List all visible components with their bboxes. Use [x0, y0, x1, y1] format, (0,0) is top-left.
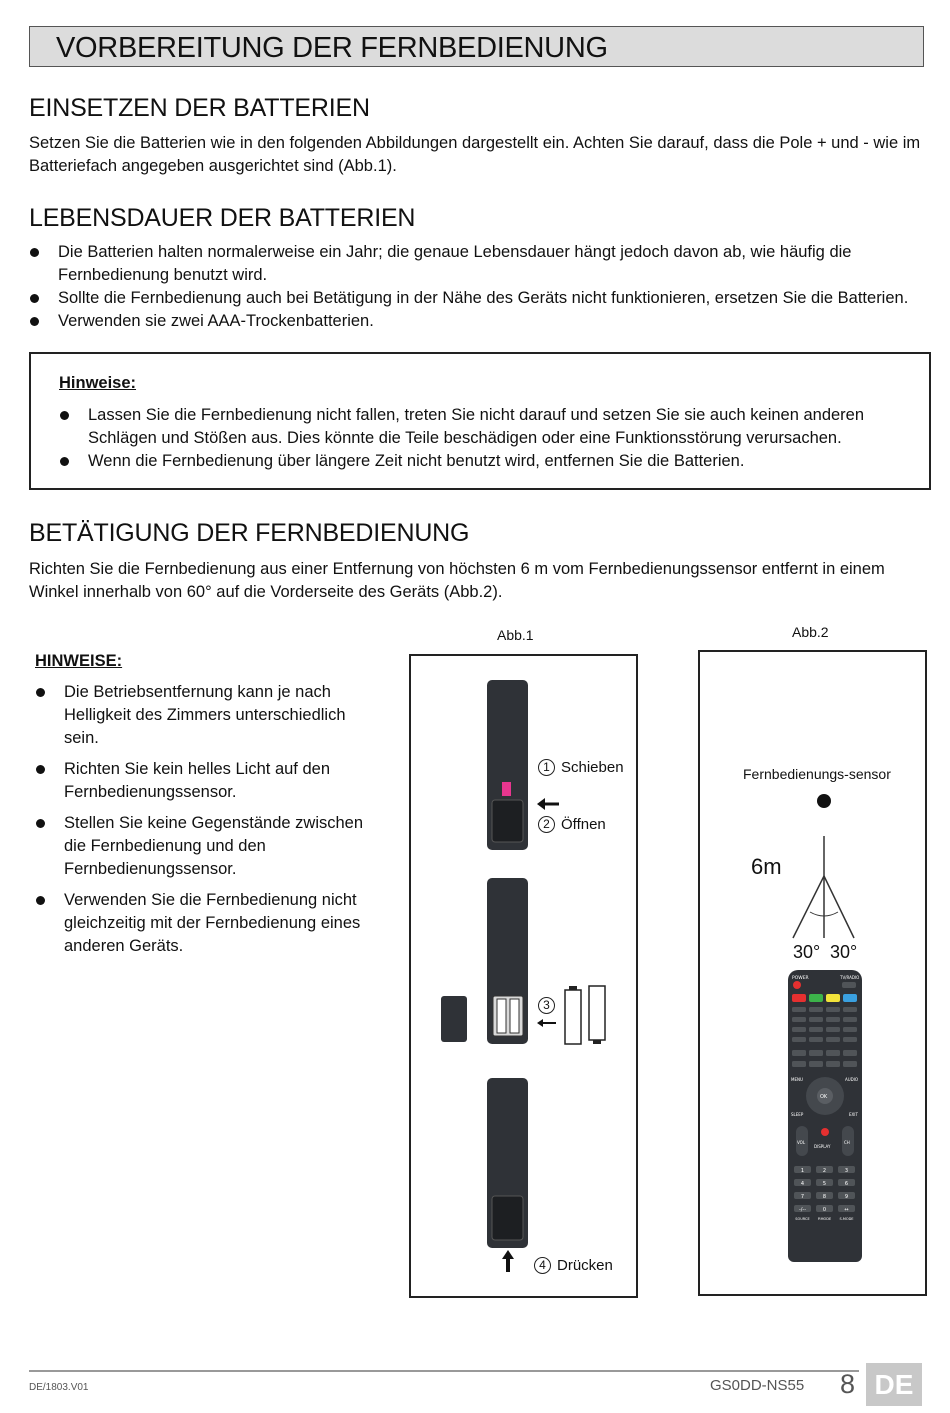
audio-label: AUDIO [845, 1077, 859, 1082]
key[interactable] [809, 1017, 823, 1022]
exit-label: EXIT [849, 1112, 858, 1117]
key[interactable] [809, 1027, 823, 1032]
page-number: 8 [840, 1369, 856, 1399]
angle-left-label: 30° [793, 942, 821, 962]
fig1-box [409, 654, 638, 1298]
key-label: 1 [800, 1168, 805, 1174]
operation-text: Richten Sie die Fernbedienung aus einer Entfernung von höchsten 6 m vom Fernbedienungssensor entfernt in einem Winkel innerhalb von 60° auf die Vorderseite des Geräts (Abb.2). [29, 560, 885, 601]
key[interactable] [826, 1061, 840, 1067]
ok-label: OK [820, 1094, 828, 1100]
notes-title: Hinweise: [59, 374, 137, 392]
angle-line-right [824, 876, 854, 938]
vol-label: VOL [797, 1140, 806, 1145]
list-item: Verwenden sie zwei AAA-Trockenbatterien. [29, 310, 929, 333]
mute-button[interactable] [821, 1128, 829, 1136]
key-label: 7 [800, 1194, 805, 1200]
battery-terminal-2 [593, 1040, 601, 1044]
key[interactable] [809, 1050, 823, 1056]
key[interactable] [826, 1017, 840, 1022]
list-item: Richten Sie kein helles Licht auf den Fernbedienungssensor. [35, 758, 365, 804]
battery-life-list [29, 241, 929, 333]
green-key[interactable] [809, 994, 823, 1002]
key[interactable] [843, 1007, 857, 1012]
battery-icon-1 [565, 990, 581, 1044]
step-1: 1 Schieben [538, 759, 624, 776]
red-key[interactable] [792, 994, 806, 1002]
power-button[interactable] [793, 981, 801, 989]
list-item: Wenn die Fernbedienung über längere Zeit nicht benutzt wird, entfernen Sie die Batterien. [59, 450, 889, 473]
remote-front [788, 970, 862, 1262]
sensor-label: Fernbedienungs-sensor [743, 766, 891, 782]
sleep-label: SLEEP [791, 1112, 804, 1117]
step-3: 3 [538, 997, 561, 1014]
battery-icon-2 [589, 986, 605, 1040]
distance-label: 6m [751, 854, 782, 879]
key[interactable] [826, 1050, 840, 1056]
heading-insert-batteries: EINSETZEN DER BATTERIEN [29, 94, 370, 122]
key-label: 0 [822, 1207, 827, 1213]
step-4: 4 Drücken [534, 1257, 613, 1274]
key[interactable] [809, 1061, 823, 1067]
arrow-up-head [502, 1250, 514, 1259]
menu-label: MENU [791, 1077, 803, 1082]
power-label: POWER [792, 976, 809, 981]
heading-operation: BETÄTIGUNG DER FERNBEDIENUNG [29, 519, 470, 547]
list-item: Sollte die Fernbedienung auch bei Betätigung in der Nähe des Geräts nicht funktionieren, ersetzen Sie die Batterien. [29, 287, 929, 310]
hints-title: HINWEISE: [35, 652, 123, 670]
key[interactable] [792, 1050, 806, 1056]
key-label: 6 [844, 1181, 849, 1187]
heading-battery-life: LEBENSDAUER DER BATTERIEN [29, 204, 416, 232]
model-number: GS0DD-NS55 [710, 1377, 805, 1394]
removed-cover [441, 996, 467, 1042]
page-title: VORBEREITUNG DER FERNBEDIENUNG [56, 32, 608, 64]
ch-label: CH [844, 1140, 850, 1145]
key[interactable] [843, 1017, 857, 1022]
source-label: SOURCE [795, 1217, 810, 1221]
arrow-left-head [537, 798, 545, 810]
list-item: Lassen Sie die Fernbedienung nicht fallen, treten Sie nicht darauf und setzen Sie sie auch keinen anderen Schlägen und Stößen aus. Dies könnte die Teile beschädigen oder eine Funktionsstörung verursachen. [59, 404, 889, 450]
fig2-label: Abb.2 [792, 624, 829, 640]
battery-cover-1 [492, 800, 523, 842]
pink-latch [502, 782, 511, 796]
notes-list [59, 404, 889, 473]
list-item: Die Betriebsentfernung kann je nach Helligkeit des Zimmers unterschiedlich sein. [35, 681, 365, 750]
page-header [29, 26, 924, 67]
key[interactable] [843, 1061, 857, 1067]
key[interactable] [792, 1007, 806, 1012]
notes-box [29, 352, 931, 490]
angle-line-left [793, 876, 824, 938]
key-label: 8 [822, 1194, 827, 1200]
doc-code: DE/1803.V01 [29, 1382, 89, 1393]
pmode-label: P.MODE [817, 1217, 832, 1221]
key[interactable] [809, 1037, 823, 1042]
key-label: -/-- [798, 1207, 807, 1213]
insert-arrow-head [537, 1019, 543, 1027]
battery-cover-3 [492, 1196, 523, 1240]
list-item: Die Batterien halten normalerweise ein Jahr; die genaue Lebensdauer hängt jedoch davon ab, wie häufig die Fernbedienung benutzt wird. [29, 241, 929, 287]
yellow-key[interactable] [826, 994, 840, 1002]
sensor-dot [817, 794, 831, 808]
blue-key[interactable] [843, 994, 857, 1002]
insert-text: Setzen Sie die Batterien wie in den folgenden Abbildungen dargestellt ein. Achten Sie darauf, dass die Pole + und - wie im Batteriefach angegeben ausgerichtet sind (Abb.1). [29, 134, 921, 175]
remote-keys-svg [788, 970, 862, 1262]
key[interactable] [792, 1027, 806, 1032]
list-item: Stellen Sie keine Gegenstände zwischen die Fernbedienung und den Fernbedienungssensor. [35, 812, 365, 881]
battery-slot-1 [497, 999, 506, 1033]
key[interactable] [843, 1050, 857, 1056]
tvradio-label: TV/RADIO [840, 975, 860, 980]
footer-divider [29, 1370, 859, 1372]
key[interactable] [843, 1027, 857, 1032]
display-label: DISPLAY [814, 1144, 831, 1149]
key[interactable] [792, 1037, 806, 1042]
key[interactable] [792, 1017, 806, 1022]
key-label: ↔ [844, 1207, 849, 1213]
battery-slot-2 [510, 999, 519, 1033]
key[interactable] [826, 1027, 840, 1032]
key-label: 4 [800, 1181, 805, 1187]
key[interactable] [826, 1037, 840, 1042]
key-label: 3 [844, 1168, 849, 1174]
key[interactable] [809, 1007, 823, 1012]
key[interactable] [792, 1061, 806, 1067]
battery-insert-illustration [411, 656, 636, 1296]
list-item: Verwenden Sie die Fernbedienung nicht gleichzeitig mit der Fernbedienung eines anderen Geräts. [35, 889, 365, 958]
step-2: 2 Öffnen [538, 816, 606, 833]
smode-label: S.MODE [839, 1217, 854, 1221]
key-label: 9 [844, 1194, 849, 1200]
hints-list [35, 681, 365, 958]
battery-terminal-1 [569, 986, 577, 990]
key[interactable] [843, 1037, 857, 1042]
fig2-box [698, 650, 927, 1296]
angle-right-label: 30° [830, 942, 858, 962]
key-label: 5 [822, 1181, 827, 1187]
language-badge: DE [866, 1363, 922, 1406]
key[interactable] [826, 1007, 840, 1012]
tvradio-button[interactable] [842, 982, 856, 988]
key-label: 2 [822, 1168, 827, 1174]
fig1-label: Abb.1 [497, 627, 534, 643]
